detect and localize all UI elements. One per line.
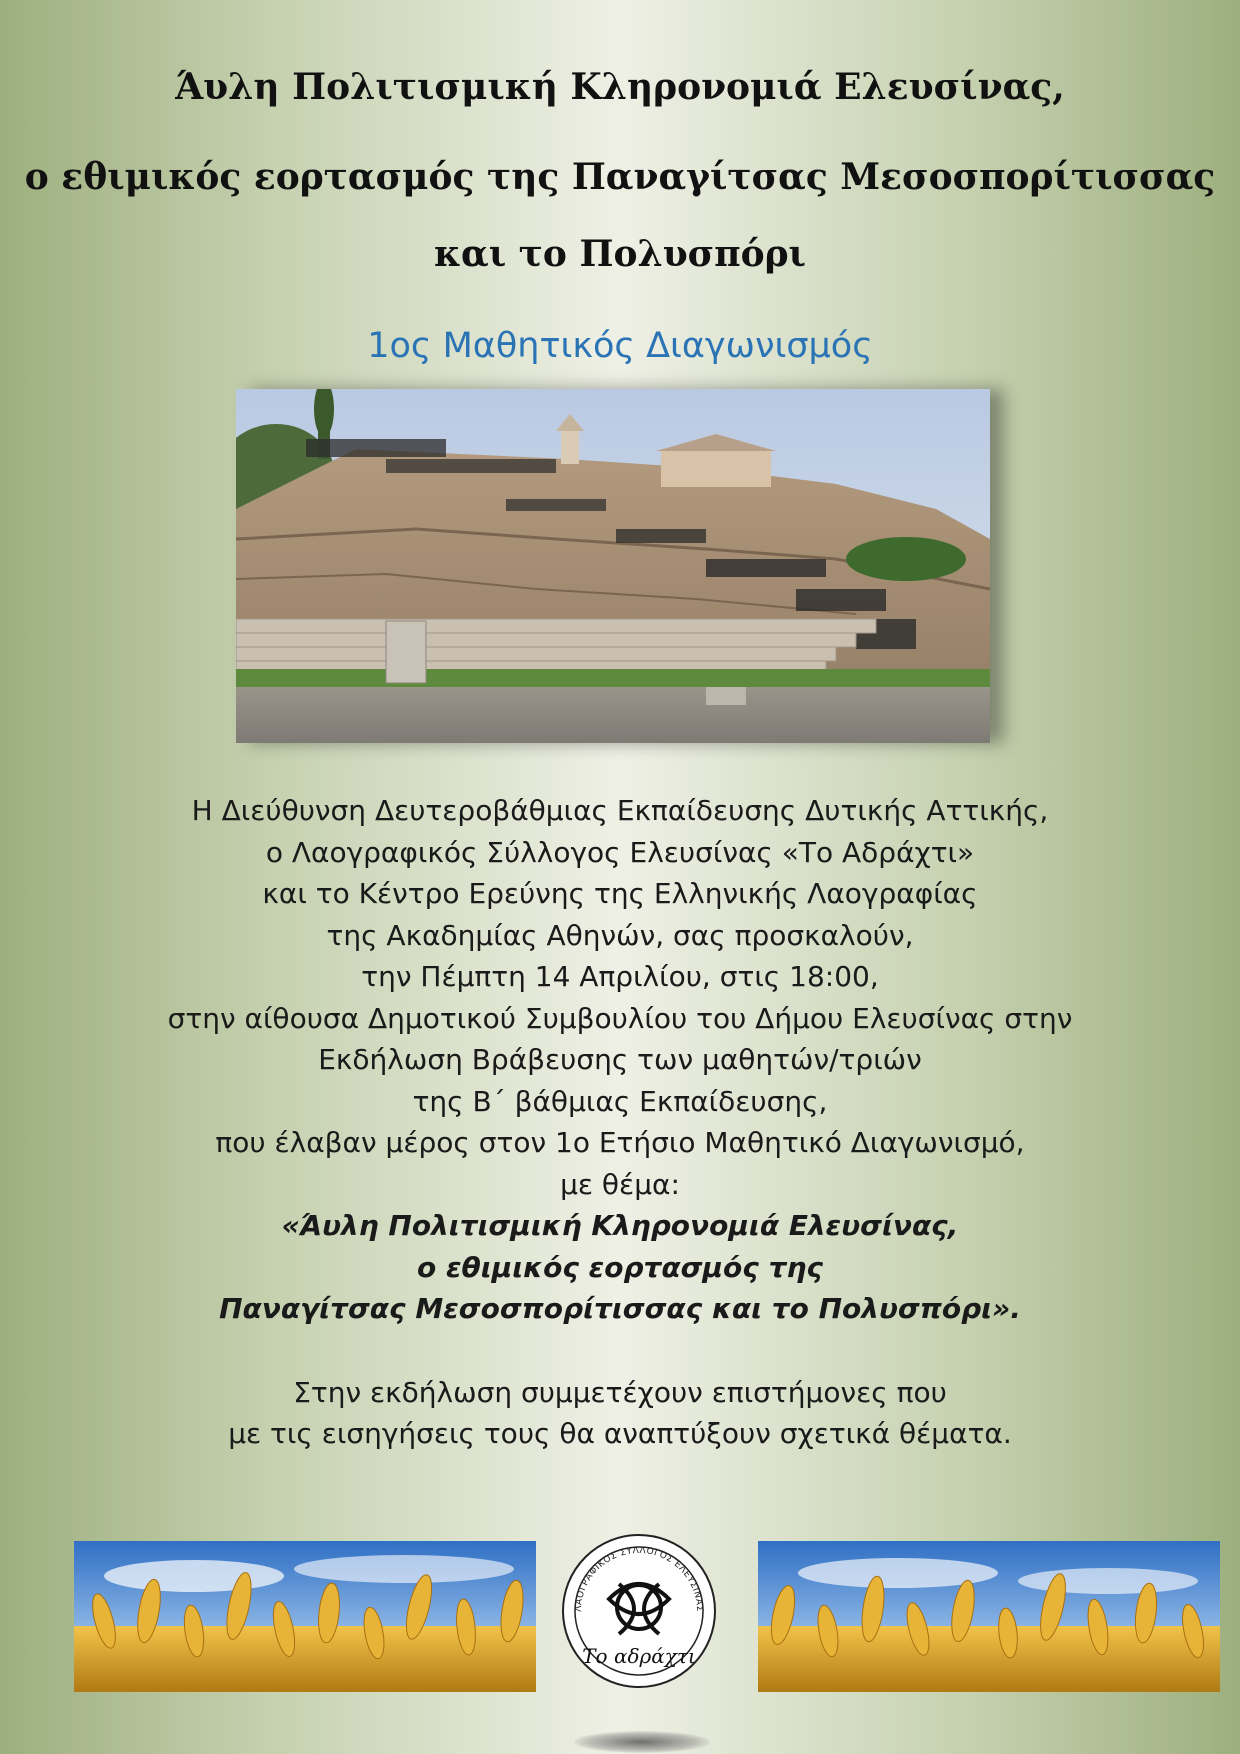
theme-line-2: ο εθιμικός εορτασμός της: [416, 1250, 824, 1284]
body-line-4: της Ακαδημίας Αθηνών, σας προσκαλούν,: [326, 918, 914, 952]
body-line-10: με θέμα:: [560, 1167, 680, 1201]
title-line-2: ο εθιμικός εορτασμός της Παναγίτσας Μεσοσπορίτισσας: [24, 156, 1216, 198]
body-line-8: της Β΄ βάθμιας Εκπαίδευσης,: [412, 1084, 828, 1118]
logo-name: Το αδράχτι: [582, 1644, 696, 1668]
archaeological-site-photo-icon: [236, 389, 990, 743]
closing-line-2: με τις εισηγήσεις τους θα αναπτύξουν σχετικά θέματα.: [228, 1417, 1012, 1450]
logo-shadow: [574, 1731, 710, 1753]
invitation-text: [0, 790, 1240, 1455]
spindle-emblem-icon: [559, 1529, 719, 1699]
body-line-6: στην αίθουσα Δημοτικού Συμβουλίου του Δήμου Ελευσίνας στην: [167, 1001, 1073, 1035]
theme-line-1: «Άυλη Πολιτισμική Κληρονομιά Ελευσίνας,: [281, 1209, 959, 1242]
wheat-image-left: [74, 1541, 536, 1692]
body-line-9: που έλαβαν μέρος στον 1ο Ετήσιο Μαθητικό Διαγωνισμό,: [215, 1126, 1025, 1159]
body-line-7: Εκδήλωση Βράβευσης των μαθητών/τριών: [318, 1043, 922, 1076]
wheat-field-right-icon: [758, 1541, 1220, 1692]
body-line-1: Η Διεύθυνση Δευτεροβάθμιας Εκπαίδευσης Δυτικής Αττικής,: [191, 794, 1049, 827]
body-line-3: και το Κέντρο Ερεύνης της Ελληνικής Λαογραφίας: [262, 877, 978, 910]
subtitle: 1ος Μαθητικός Διαγωνισμός: [367, 326, 873, 366]
theme-line-3: Παναγίτσας Μεσοσπορίτισσας και το Πολυσπόρι».: [219, 1292, 1021, 1325]
title-line-1: Άυλη Πολιτισμική Κληρονομιά Ελευσίνας,: [175, 66, 1065, 108]
wheat-field-left-icon: [74, 1541, 536, 1692]
body-line-2: ο Λαογραφικός Σύλλογος Ελευσίνας «Το Αδράχτι»: [265, 835, 975, 869]
logo-ring-text: ΛΑΟΓΡΑΦΙΚΟΣ ΣΥΛΛΟΓΟΣ ΕΛΕΥΣΙΝΑΣ: [573, 1545, 705, 1613]
title-line-3: και το Πολυσπόρι: [434, 233, 806, 275]
wheat-image-right: [758, 1541, 1220, 1692]
body-line-5: την Πέμπτη 14 Απριλίου, στις 18:00,: [361, 960, 879, 993]
site-photo: [236, 389, 990, 743]
club-logo: [559, 1529, 719, 1699]
closing-line-1: Στην εκδήλωση συμμετέχουν επιστήμονες που: [293, 1375, 947, 1409]
